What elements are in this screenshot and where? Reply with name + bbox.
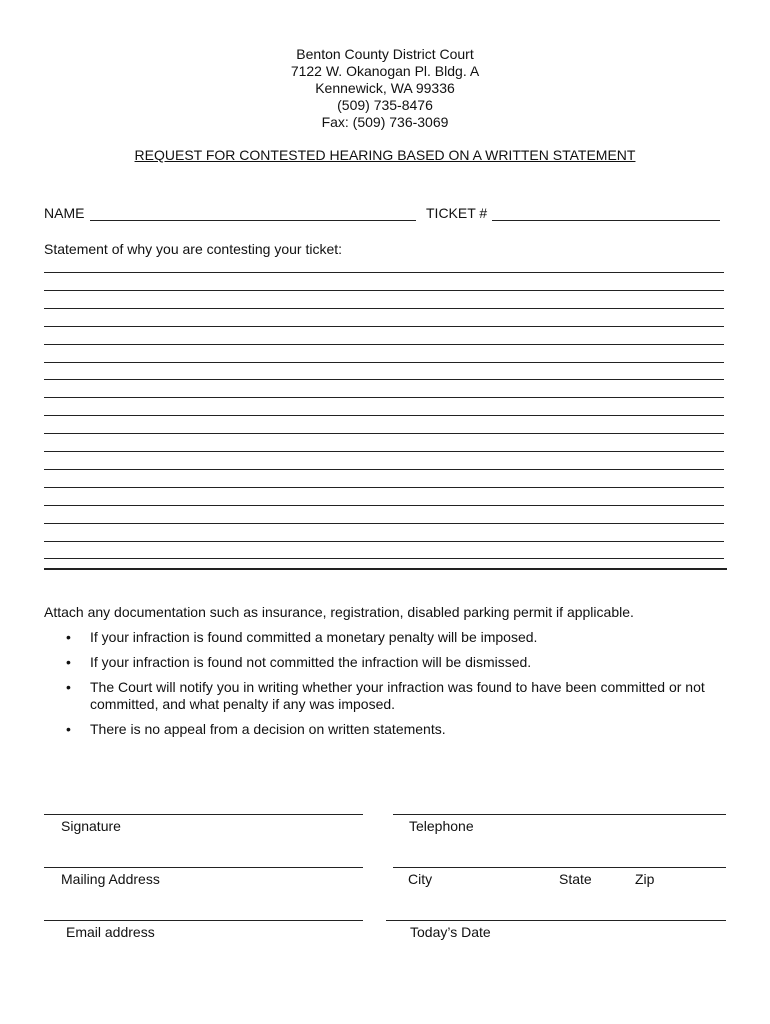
court-name: Benton County District Court [296,46,474,62]
date-label: Today’s Date [410,924,491,940]
ticket-field-line[interactable] [492,220,720,221]
statement-line[interactable] [44,397,724,398]
mailing-address-label: Mailing Address [61,871,160,887]
statement-line[interactable] [44,541,724,542]
statement-line[interactable] [44,558,724,559]
list-item: • If your infraction is found committed a monetary penalty will be imposed. [66,629,538,645]
email-label: Email address [66,924,155,940]
telephone-label: Telephone [409,818,474,834]
bullet-icon: • [66,721,71,737]
statement-line[interactable] [44,362,724,363]
zip-label: Zip [635,871,655,887]
court-phone: (509) 735-8476 [337,97,433,113]
bullet-icon: • [66,629,71,645]
city-state-zip-line[interactable] [393,867,726,868]
court-header [0,46,770,131]
form-title: REQUEST FOR CONTESTED HEARING BASED ON A WRITTEN STATEMENT [134,147,636,163]
name-label: NAME [44,205,85,221]
mailing-address-line[interactable] [44,867,363,868]
attach-note: Attach any documentation such as insurance, registration, disabled parking permit if applicable. [44,604,634,620]
statement-line[interactable] [44,326,724,327]
statement-line[interactable] [44,308,724,309]
statement-line[interactable] [44,344,724,345]
list-item: • If your infraction is found not committed the infraction will be dismissed. [66,654,532,670]
court-address-line2: Kennewick, WA 99336 [315,80,455,96]
statement-line[interactable] [44,415,724,416]
list-item: • The Court will notify you in writing whether your infraction was found to have been committed or not committed, and what penalty if any was imposed. [66,679,705,712]
signature-label: Signature [61,818,121,834]
bullet-icon: • [66,679,71,695]
signature-line[interactable] [44,814,363,815]
statement-line[interactable] [44,469,724,470]
instructions-list [44,629,734,746]
telephone-line[interactable] [393,814,726,815]
bullet-icon: • [66,654,71,670]
state-label: State [559,871,592,887]
statement-line[interactable] [44,451,724,452]
ticket-label: TICKET # [426,205,488,221]
statement-line[interactable] [44,272,724,273]
section-divider [44,568,727,570]
name-field-line[interactable] [90,220,416,221]
date-line[interactable] [386,920,726,921]
statement-line[interactable] [44,379,724,380]
statement-line[interactable] [44,523,724,524]
statement-label: Statement of why you are contesting your ticket: [44,241,343,257]
city-label: City [408,871,433,887]
email-line[interactable] [44,920,363,921]
statement-line[interactable] [44,290,724,291]
court-address-line1: 7122 W. Okanogan Pl. Bldg. A [290,63,480,79]
court-fax: Fax: (509) 736-3069 [321,114,449,130]
statement-line[interactable] [44,505,724,506]
statement-line[interactable] [44,487,724,488]
list-item: • There is no appeal from a decision on written statements. [66,721,446,737]
statement-line[interactable] [44,433,724,434]
